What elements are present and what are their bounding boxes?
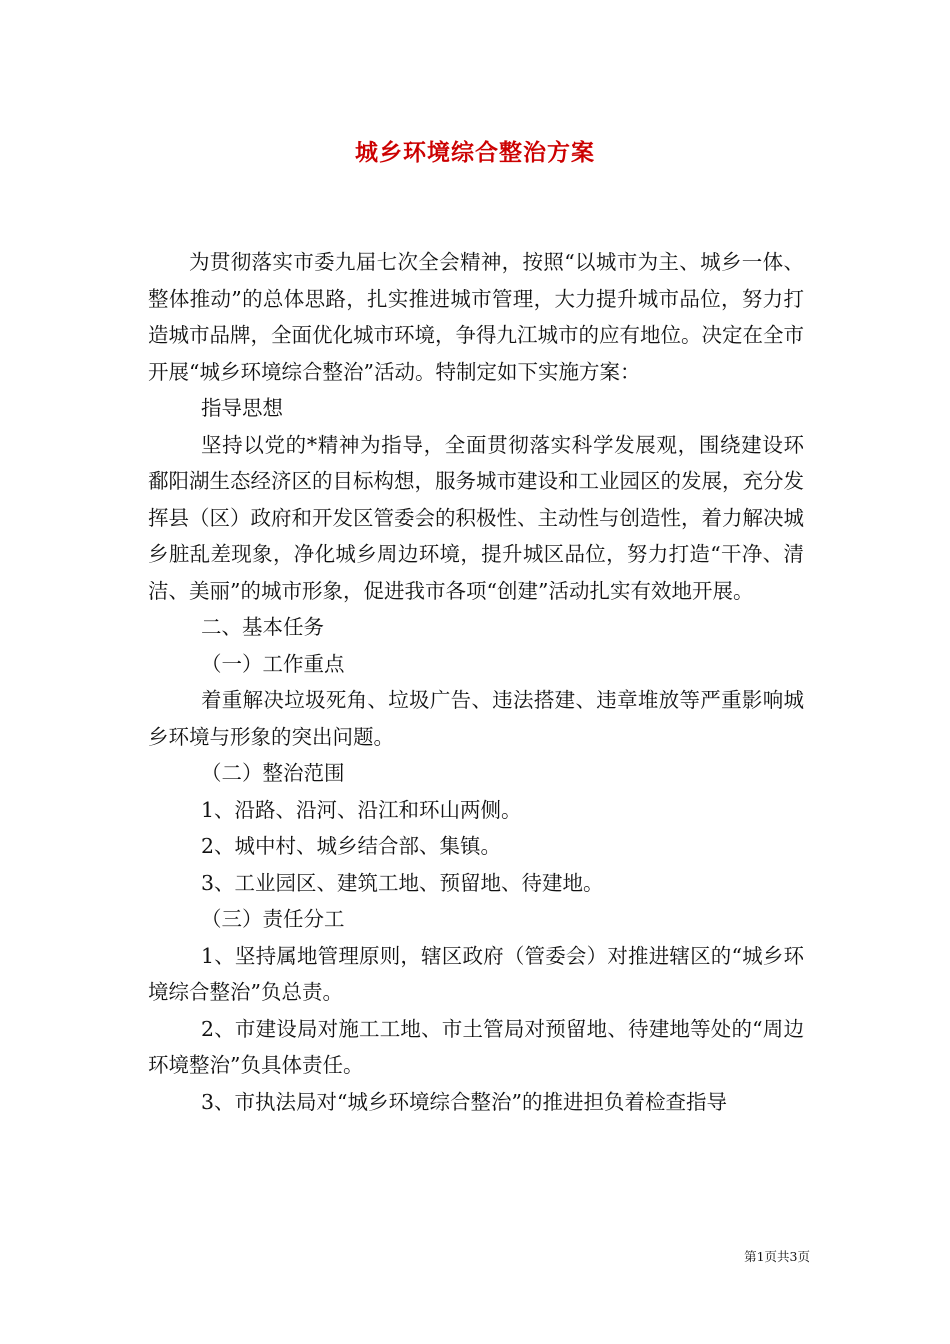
subheading-work-focus: （一）工作重点 — [201, 651, 345, 676]
document-title: 城乡环境综合整治方案 — [355, 139, 595, 166]
paragraph-intro: 为贯彻落实市委九届七次全会精神，按照“以城市为主、城乡一体、整体推动”的总体思路，扎实推进城市管理，大力提升城市品位，努力打造城市品牌，全面优化城市环境，争得九江城市的应有地位。决定在全市开展“城乡环境综合整治”活动。特制定如下实施方案： — [148, 250, 804, 384]
list-item-responsibility-3: 3、市执法局对“城乡环境综合整治”的推进担负着检查指导 — [201, 1089, 728, 1114]
heading-basic-tasks: 二、基本任务 — [201, 615, 324, 639]
list-item-scope-1: 1、沿路、沿河、沿江和环山两侧。 — [201, 797, 522, 822]
paragraph-guiding-ideology: 坚持以党的*精神为指导，全面贯彻落实科学发展观，围绕建设环鄱阳湖生态经济区的目标构想，服务城市建设和工业园区的发展，充分发挥县（区）政府和开发区管委会的积极性、主动性与创造性，着力解决城乡脏乱差现象，净化城乡周边环境，提升城区品位，努力打造“干净、清洁、美丽”的城市形象，促进我市各项“创建”活动扎实有效地开展。 — [148, 432, 804, 603]
subheading-scope: （二）整治范围 — [201, 761, 345, 785]
heading-guiding-ideology: 指导思想 — [201, 396, 283, 420]
list-item-responsibility-2: 2、市建设局对施工工地、市土管局对预留地、待建地等处的“周边环境整治”负具体责任。 — [148, 1016, 804, 1077]
document-body — [148, 244, 804, 1120]
paragraph-work-focus: 着重解决垃圾死角、垃圾广告、违法搭建、违章堆放等严重影响城乡环境与形象的突出问题。 — [148, 688, 804, 749]
list-item-scope-2: 2、城中村、城乡结合部、集镇。 — [201, 834, 502, 858]
page-footer: 第1页共3页 — [744, 1249, 810, 1264]
list-item-scope-3: 3、工业园区、建筑工地、预留地、待建地。 — [201, 870, 604, 895]
subheading-responsibility: （三）责任分工 — [201, 907, 345, 931]
list-item-responsibility-1: 1、坚持属地管理原则，辖区政府（管委会）对推进辖区的“城乡环境综合整治”负总责。 — [148, 943, 804, 1004]
